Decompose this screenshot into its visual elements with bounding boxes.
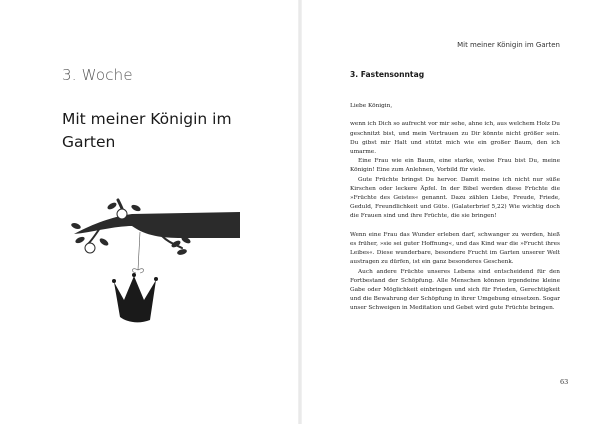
week-title: 3. Woche [62,66,133,84]
paragraph-2: Eine Frau wie ein Baum, eine starke, weise Frau bist Du, meine Königin! Eine zum Anlehnen, Vorbild für viele. [350,158,560,174]
paragraph-3: Gute Früchte bringst Du hervor. Damit meine ich nicht nur süße Kirschen oder leckere Äpfel. In der Bibel werden diese Früchte die »Früchte des Geistes« genannt. Dazu zählen Liebe, Freude, Friede, Geduld, Freundlichkeit und Güte. (Galaterbrief 5,22) Wie wichtig doch die Frauen sind und ihre Früchte, die sie bringen! [350,176,560,220]
paragraph-5: Auch andere Früchte unseres Lebens sind entscheidend für den Fortbestand der Schöpfung. Alle Menschen können irgendeine kleine Gabe oder Möglichkeit einbringen und sich für Frieden, Gerechtigkeit und die Bewahrung der Schöpfung in ihrer Umgebung einsetzen. Sogar unser Schweigen in Meditation und Gebet wird gute Früchte bringen. [350,268,560,312]
right-page [300,0,600,424]
page-number: 63 [560,378,569,386]
paragraph-1: wenn ich Dich so aufrecht vor mir sehe, ahne ich, aus welchem Holz Du geschnitzt bist, und mein Vertrauen zu Dir könnte nicht größer sein. Du gibst mir Halt und stützt mich wie ein großer Baum, den ich umarme. [350,121,560,155]
paragraph-4: Wenn eine Frau das Wunder erleben darf, schwanger zu werden, hieß es früher, »sie sei guter Hoffnung«, und das Kind war die »Frucht ihres Leibes«. Diese wunderbare, besondere Frucht im Garten unserer Welt austragen zu dürfen, ist ein ganz besonderes Geschenk. [350,231,560,266]
crown-string [138,232,140,270]
crown [114,276,156,322]
running-head: Mit meiner Königin im Garten [457,41,560,49]
apple-left [85,243,95,253]
tree-branch [74,200,240,248]
branch-with-crown-illustration [64,196,248,328]
letter-text [350,102,560,314]
salutation: Liebe Königin, [350,103,393,109]
chapter-title: Mit meiner Königin im Garten [62,110,232,151]
section-title: 3. Fastensonntag [350,70,425,79]
apple-top [117,209,127,219]
